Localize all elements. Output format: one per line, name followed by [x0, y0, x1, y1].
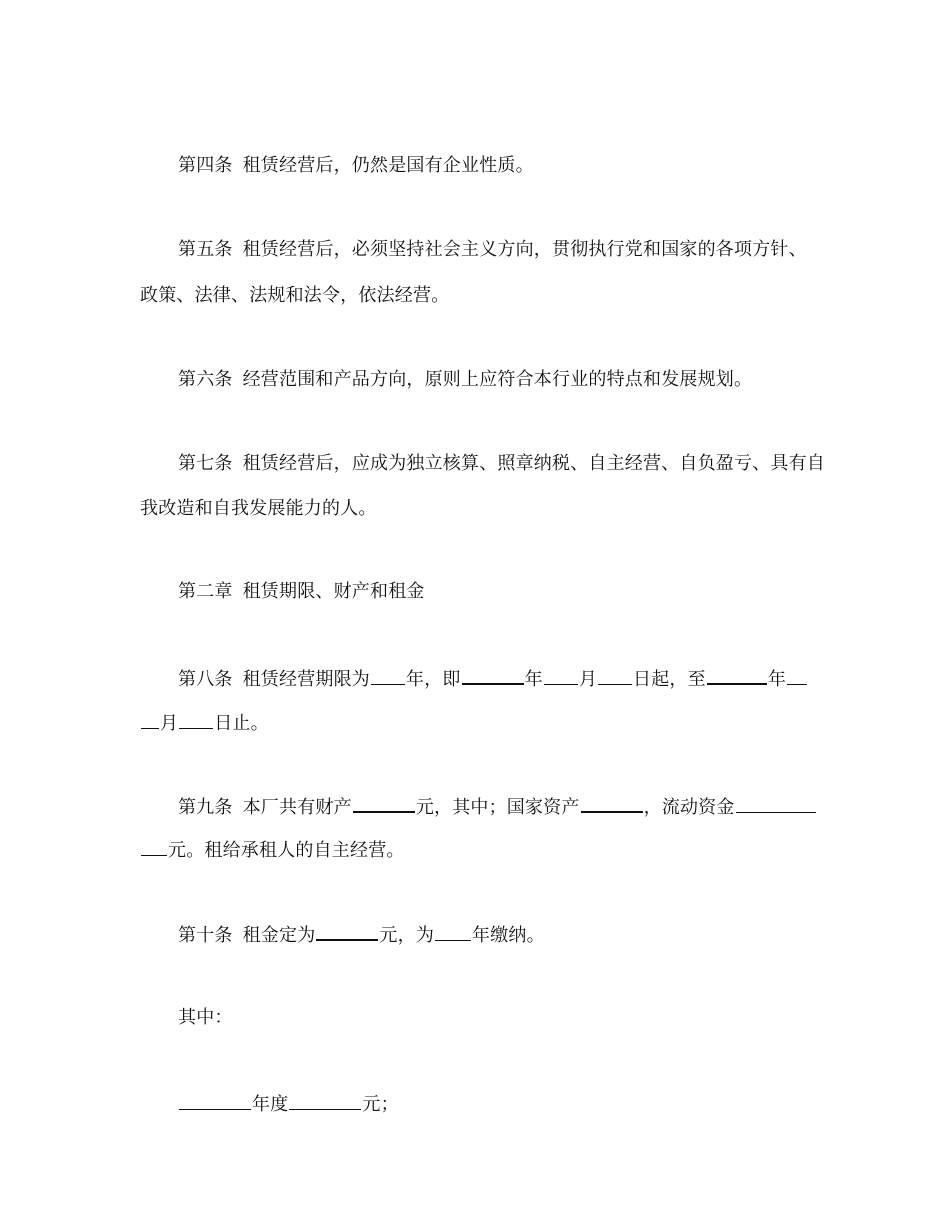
article-7-line-1 [178, 452, 858, 476]
blank-field[interactable] [544, 666, 578, 685]
article-number: 第七条 [178, 453, 233, 474]
article-5-line-2: 政策、法律、法规和法令，依法经营。 [140, 285, 450, 306]
article-10 [178, 921, 858, 948]
article-text: 元，为 [379, 925, 435, 946]
article-text: 经营范围和产品方向，原则上应符合本行业的特点和发展规划。 [242, 369, 753, 390]
blank-field[interactable] [462, 665, 524, 685]
article-number: 第十条 [178, 925, 233, 946]
article-text: 租赁经营后，仍然是国有企业性质。 [242, 155, 534, 176]
article-text: 年 [767, 669, 787, 690]
article-number: 第五条 [178, 239, 233, 260]
article-number: 第六条 [178, 369, 233, 390]
article-text: 本厂共有财产 [242, 797, 352, 818]
article-7-line-2: 我改造和自我发展能力的人。 [140, 498, 377, 519]
chapter-number: 第二章 [178, 581, 233, 602]
article-text: 租赁经营后，应成为独立核算、照章纳税、自主经营、自负盈亏、具有自 [242, 453, 826, 474]
article-text: 日起，至 [633, 669, 706, 690]
article-number: 第四条 [178, 155, 233, 176]
article-text: 租金定为 [242, 925, 316, 946]
article-text: 月 [160, 713, 179, 734]
blank-field[interactable] [707, 665, 767, 685]
chapter-title: 租赁期限、财产和租金 [242, 581, 425, 602]
blank-field[interactable] [787, 666, 807, 685]
article-4 [178, 154, 858, 178]
blank-field[interactable] [598, 666, 632, 685]
of-which-label: 其中： [178, 1007, 233, 1028]
article-number: 第九条 [178, 797, 233, 818]
article-9-line-2 [140, 837, 820, 863]
blank-field[interactable] [179, 1091, 251, 1110]
yearly-amount-line [178, 1091, 858, 1117]
blank-field[interactable] [316, 921, 378, 941]
article-9-line-1 [178, 793, 858, 820]
article-text: 月 [578, 669, 598, 690]
article-text: 元。租给承租人的自主经营。 [168, 840, 405, 861]
article-text: 元； [362, 1094, 399, 1115]
blank-field[interactable] [179, 710, 213, 729]
blank-field[interactable] [289, 1091, 361, 1110]
blank-field[interactable] [435, 922, 471, 941]
article-text: 租赁经营后，必须坚持社会主义方向，贯彻执行党和国家的各项方针、 [242, 239, 807, 260]
blank-field[interactable] [141, 837, 167, 856]
article-text: 年缴纳。 [472, 925, 545, 946]
chapter-2-heading [178, 580, 858, 604]
article-text: 年度 [252, 1094, 289, 1115]
article-text: ，流动资金 [643, 797, 735, 818]
article-8-line-1 [178, 665, 858, 692]
blank-field[interactable] [371, 666, 405, 685]
article-text: 租赁经营期限为 [242, 669, 371, 690]
blank-field[interactable] [353, 793, 415, 813]
blank-field[interactable] [736, 794, 816, 813]
blank-field[interactable] [141, 710, 159, 729]
article-6 [178, 368, 858, 392]
article-text: 日止。 [214, 713, 269, 734]
article-text: 元，其中；国家资产 [415, 797, 580, 818]
blank-field[interactable] [581, 793, 643, 813]
article-8-line-2 [140, 710, 820, 736]
article-number: 第八条 [178, 669, 233, 690]
article-text: 年 [524, 669, 543, 690]
article-5-line-1 [178, 238, 858, 262]
article-text: 年，即 [406, 669, 461, 690]
